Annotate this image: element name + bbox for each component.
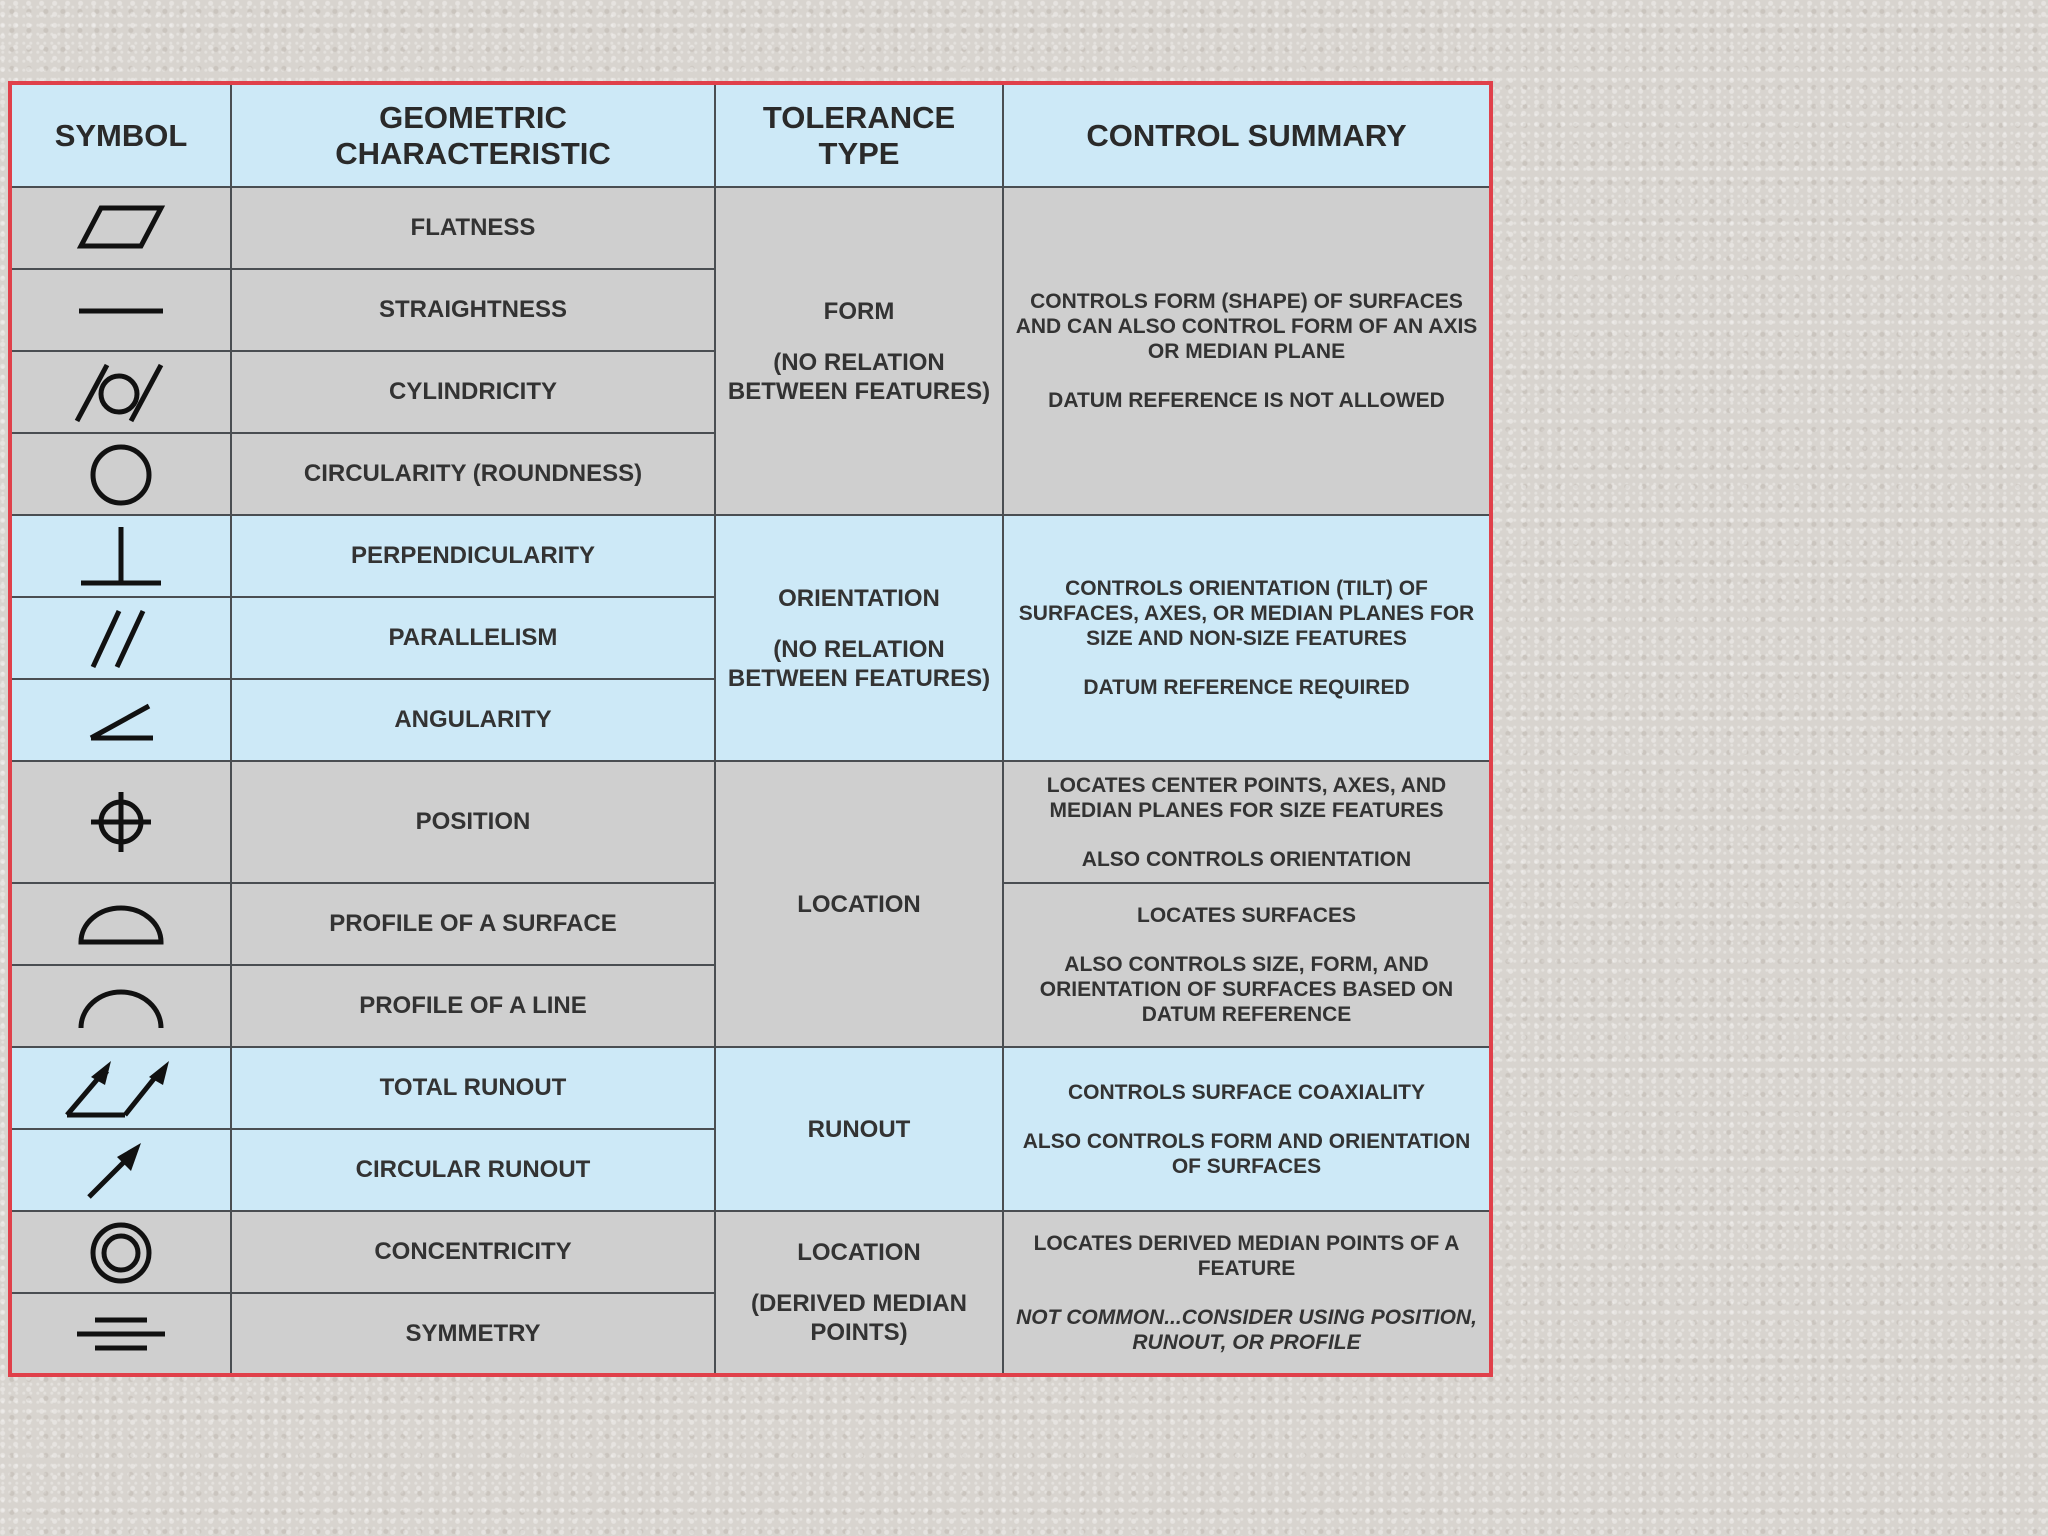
summary-line: CONTROLS SURFACE COAXIALITY	[1067, 1080, 1425, 1104]
tolerance-label: ORIENTATION	[778, 584, 940, 612]
summary-line: NOT COMMON...CONSIDER USING POSITION, RUNOUT, OR PROFILE	[1016, 1305, 1477, 1354]
characteristic-cell: FLATNESS	[231, 187, 715, 269]
symbol-cell	[10, 187, 231, 269]
total-runout-icon	[61, 1053, 181, 1123]
characteristic-cell: PERPENDICULARITY	[231, 515, 715, 597]
tolerance-note: (DERIVED MEDIAN POINTS)	[750, 1290, 967, 1346]
summary-line: DATUM REFERENCE IS NOT ALLOWED	[1048, 389, 1445, 412]
tolerance-label: RUNOUT	[807, 1115, 911, 1143]
table-row	[10, 761, 1491, 883]
flatness-icon	[71, 198, 171, 258]
characteristic-cell: TOTAL RUNOUT	[231, 1047, 715, 1129]
table-header-row	[10, 83, 1491, 187]
summary-line: ALSO CONTROLS SIZE, FORM, AND ORIENTATION OF SURFACES BASED ON DATUM REFERENCE	[1039, 953, 1454, 1026]
angularity-icon	[71, 690, 171, 750]
characteristic-cell: CIRCULARITY (ROUNDNESS)	[231, 433, 715, 515]
symbol-cell	[10, 351, 231, 433]
header-control-summary: CONTROL SUMMARY	[1003, 83, 1491, 187]
summary-profile	[1003, 883, 1491, 1047]
characteristic-cell: PROFILE OF A LINE	[231, 965, 715, 1047]
summary-runout	[1003, 1047, 1491, 1211]
symbol-cell	[10, 269, 231, 351]
symbol-cell	[10, 1293, 231, 1375]
summary-line: ALSO CONTROLS FORM AND ORIENTATION OF SURFACES	[1022, 1129, 1471, 1178]
symbol-cell	[10, 1047, 231, 1129]
symbol-cell	[10, 679, 231, 761]
summary-line: CONTROLS FORM (SHAPE) OF SURFACES AND CAN ALSO CONTROL FORM OF AN AXIS OR MEDIAN PLANE	[1015, 290, 1478, 363]
symbol-cell	[10, 883, 231, 965]
profile-of-line-icon	[71, 976, 171, 1036]
straightness-icon	[71, 280, 171, 340]
characteristic-cell: POSITION	[231, 761, 715, 883]
table-row	[10, 187, 1491, 269]
tolerance-type-runout	[715, 1047, 1003, 1211]
tolerance-note: (NO RELATION BETWEEN FEATURES)	[727, 348, 991, 405]
summary-position	[1003, 761, 1491, 883]
profile-of-surface-icon	[71, 894, 171, 954]
summary-line: LOCATES DERIVED MEDIAN POINTS OF A FEATURE	[1033, 1231, 1460, 1280]
characteristic-cell: PROFILE OF A SURFACE	[231, 883, 715, 965]
characteristic-cell: CONCENTRICITY	[231, 1211, 715, 1293]
tolerance-label: FORM	[823, 297, 895, 325]
summary-line: DATUM REFERENCE REQUIRED	[1083, 676, 1410, 699]
characteristic-cell: CYLINDRICITY	[231, 351, 715, 433]
summary-orientation	[1003, 515, 1491, 761]
symbol-cell	[10, 515, 231, 597]
cylindricity-icon	[71, 357, 171, 427]
concentricity-icon	[71, 1217, 171, 1287]
characteristic-cell: STRAIGHTNESS	[231, 269, 715, 351]
circular-runout-icon	[71, 1135, 171, 1205]
perpendicularity-icon	[71, 521, 171, 591]
tolerance-type-location-derived	[715, 1211, 1003, 1375]
table-row	[10, 1047, 1491, 1129]
summary-derived	[1003, 1211, 1491, 1375]
table-row	[10, 515, 1491, 597]
symbol-cell	[10, 433, 231, 515]
gdt-symbols-table	[8, 81, 1493, 1377]
tolerance-type-orientation	[715, 515, 1003, 761]
parallelism-icon	[71, 603, 171, 673]
symmetry-icon	[71, 1304, 171, 1364]
summary-line: LOCATES SURFACES	[1137, 904, 1356, 927]
characteristic-cell: PARALLELISM	[231, 597, 715, 679]
tolerance-type-form	[715, 187, 1003, 515]
symbol-cell	[10, 965, 231, 1047]
symbol-cell	[10, 597, 231, 679]
characteristic-cell: SYMMETRY	[231, 1293, 715, 1375]
position-icon	[71, 782, 171, 862]
tolerance-note: (NO RELATION BETWEEN FEATURES)	[727, 635, 991, 692]
characteristic-cell: CIRCULAR RUNOUT	[231, 1129, 715, 1211]
tolerance-label: LOCATION	[797, 890, 921, 918]
summary-line: CONTROLS ORIENTATION (TILT) OF SURFACES, AXES, OR MEDIAN PLANES FOR SIZE AND NON-SIZE FEATURES	[1018, 577, 1475, 650]
tolerance-label: LOCATION	[797, 1239, 921, 1266]
header-tolerance-type: TOLERANCE TYPE	[715, 83, 1003, 187]
table-row	[10, 1211, 1491, 1293]
summary-form	[1003, 187, 1491, 515]
circularity-icon	[71, 439, 171, 509]
summary-line: LOCATES CENTER POINTS, AXES, AND MEDIAN PLANES FOR SIZE FEATURES	[1046, 773, 1447, 822]
symbol-cell	[10, 761, 231, 883]
header-characteristic: GEOMETRIC CHARACTERISTIC	[231, 83, 715, 187]
symbol-cell	[10, 1129, 231, 1211]
header-symbol: SYMBOL	[10, 83, 231, 187]
characteristic-cell: ANGULARITY	[231, 679, 715, 761]
symbol-cell	[10, 1211, 231, 1293]
summary-line: ALSO CONTROLS ORIENTATION	[1081, 847, 1412, 871]
tolerance-type-location	[715, 761, 1003, 1047]
